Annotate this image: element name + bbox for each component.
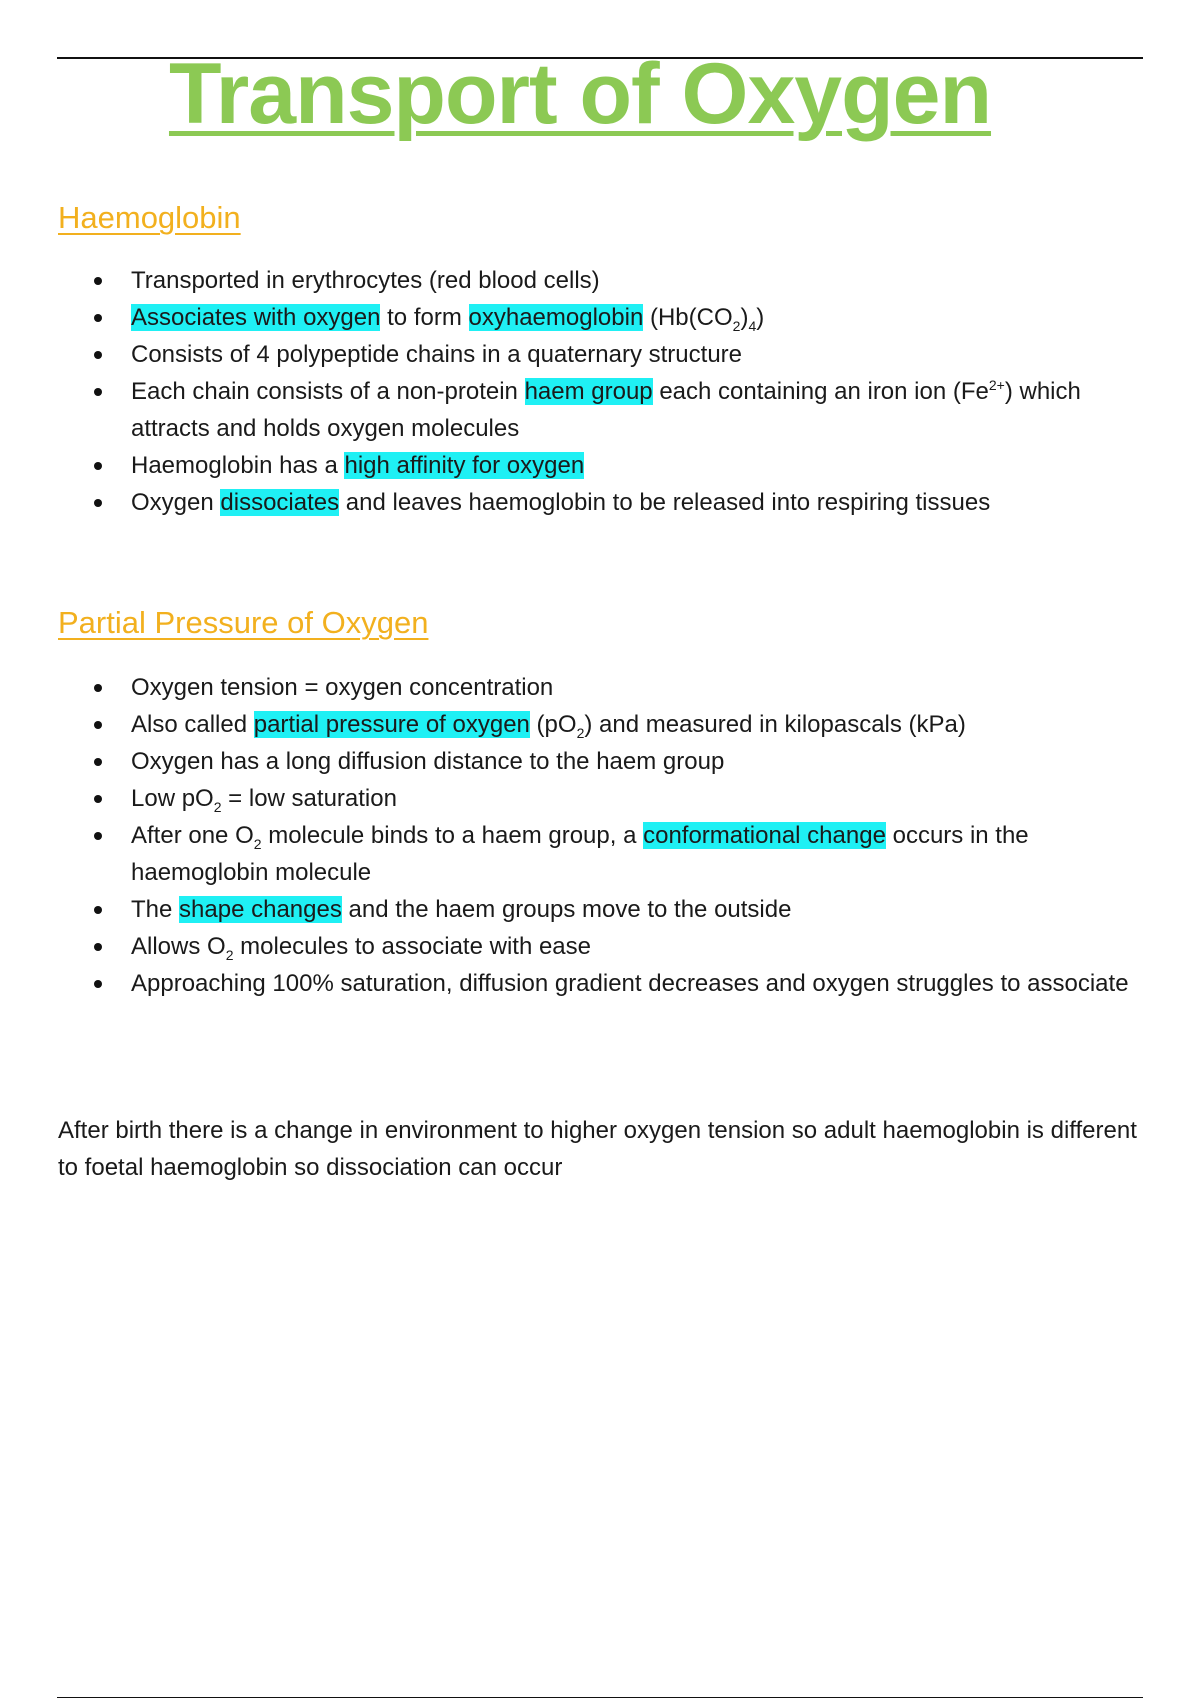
list-item: Consists of 4 polypeptide chains in a quaternary structure [58,336,1148,373]
bullet-icon [94,462,102,470]
bullet-icon [94,980,102,988]
highlighted-text: shape changes [179,896,342,923]
bottom-rule [57,1697,1143,1698]
bullet-icon [94,758,102,766]
list-item: Haemoglobin has a high affinity for oxygen [58,447,1148,484]
highlighted-text: dissociates [220,489,340,516]
list-item: Also called partial pressure of oxygen $(pO_2)$ and measured in kilopascals (kPa) [58,706,1148,743]
bullet-icon [94,499,102,507]
list-item: Oxygen tension = oxygen concentration [58,669,1148,706]
section-heading-partial-pressure: Partial Pressure of Oxygen [58,605,429,640]
closing-paragraph: After birth there is a change in environment to higher oxygen tension so adult haemoglobin is different to foetal haemoglobin so dissociation can occur [58,1117,1137,1181]
section-heading-haemoglobin: Haemoglobin [58,200,241,235]
bullet-icon [94,906,102,914]
highlighted-text: high affinity for oxygen [344,452,585,479]
highlighted-text: oxyhaemoglobin [468,304,644,331]
bullet-icon [94,832,102,840]
bullet-icon [94,795,102,803]
list-item: Oxygen has a long diffusion distance to the haem group [58,743,1148,780]
highlighted-text: partial pressure of oxygen [253,711,530,738]
highlighted-text: Associates with oxygen [131,304,381,331]
list-item: Oxygen dissociates and leaves haemoglobin to be released into respiring tissues [58,484,1148,521]
bullet-icon [94,684,102,692]
list-item: Each chain consists of a non-protein haem group each containing an iron ion $(Fe^{2+})$ which attracts and holds oxygen molecules [58,373,1148,447]
list-item: After one $O_2$ molecule binds to a haem group, a conformational change occurs in the haemoglobin molecule [58,817,1148,891]
bullet-icon [94,721,102,729]
bullet-icon [94,388,102,396]
highlighted-text: haem group [524,378,653,405]
list-item: Allows $O_2$ molecules to associate with ease [58,928,1148,965]
page-title: Transport of Oxygen [168,46,992,142]
list-item: Approaching 100% saturation, diffusion gradient decreases and oxygen struggles to associate [58,965,1148,1002]
list-item: The shape changes and the haem groups move to the outside [58,891,1148,928]
haemoglobin-list [58,262,1148,521]
list-item: Associates with oxygen to form oxyhaemoglobin $(Hb(CO_2)_4)$ [58,299,1148,336]
highlighted-text: conformational change [643,822,886,849]
bullet-icon [94,277,102,285]
list-item: Transported in erythrocytes (red blood cells) [58,262,1148,299]
bullet-icon [94,351,102,359]
partial-pressure-list [58,669,1148,1002]
list-item: Low $pO_2$ = low saturation [58,780,1148,817]
bullet-icon [94,943,102,951]
bullet-icon [94,314,102,322]
